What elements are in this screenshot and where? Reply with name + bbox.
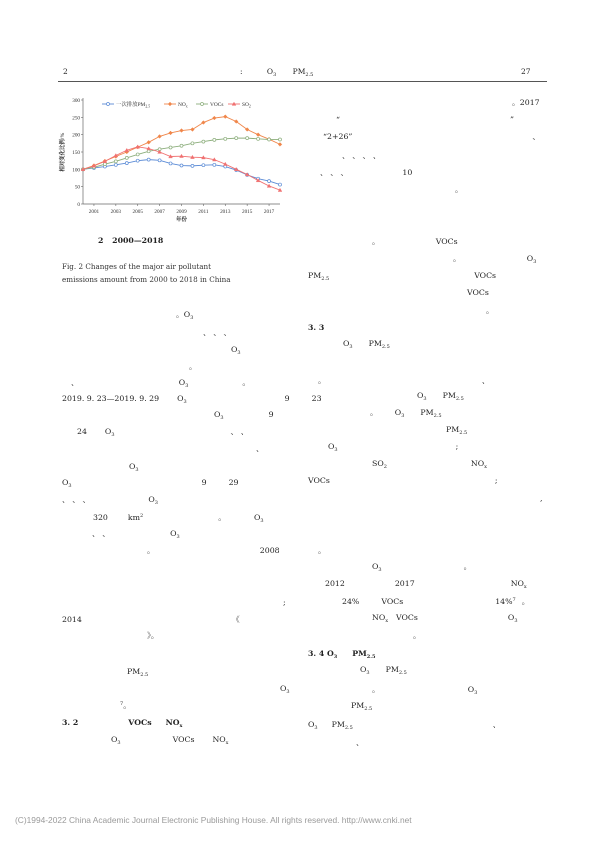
text: 、 bbox=[71, 378, 79, 387]
sub: 3 bbox=[286, 689, 290, 695]
text: O bbox=[467, 685, 475, 694]
data-point bbox=[246, 137, 249, 140]
data-point bbox=[268, 138, 271, 141]
series-line bbox=[83, 117, 280, 170]
right-line bbox=[453, 253, 536, 268]
data-point bbox=[158, 135, 162, 139]
right-line bbox=[370, 407, 442, 422]
data-point bbox=[147, 150, 150, 153]
sub: 3 bbox=[135, 467, 139, 473]
sub: 3 bbox=[334, 447, 338, 453]
text: PM bbox=[446, 425, 460, 434]
left-line: ; bbox=[283, 598, 286, 607]
text: 。 bbox=[242, 378, 251, 387]
left-line bbox=[62, 494, 158, 509]
sup: 2 bbox=[140, 513, 144, 519]
running-title bbox=[240, 67, 313, 78]
sub: 3 bbox=[237, 350, 241, 356]
sub: 3 bbox=[111, 432, 115, 438]
right-line bbox=[308, 270, 496, 285]
data-point bbox=[268, 180, 271, 183]
sub: 3 bbox=[514, 618, 518, 624]
text: O bbox=[231, 345, 238, 354]
sub: 3 bbox=[185, 383, 189, 389]
left-line bbox=[92, 528, 180, 543]
text: VOCs bbox=[396, 613, 418, 622]
running-title-colon: : bbox=[240, 67, 243, 76]
text: 9 bbox=[268, 410, 274, 419]
text: PM bbox=[331, 720, 345, 729]
sub: x bbox=[523, 584, 527, 590]
legend-label-subscript: x bbox=[185, 104, 188, 109]
emissions-line-chart bbox=[58, 92, 290, 234]
sub: 3 bbox=[474, 690, 478, 696]
text: 29 bbox=[228, 478, 239, 487]
sub: 3 bbox=[260, 518, 264, 524]
data-point bbox=[180, 144, 183, 147]
sub: 3 bbox=[68, 483, 72, 489]
data-point bbox=[169, 131, 173, 135]
text: 。 bbox=[463, 562, 472, 571]
data-point bbox=[136, 159, 139, 162]
x-tick-label: 2017 bbox=[263, 209, 275, 215]
sub: 3 bbox=[117, 740, 121, 746]
data-point bbox=[235, 137, 238, 140]
data-point bbox=[213, 163, 216, 166]
data-point bbox=[279, 183, 282, 186]
right-line bbox=[351, 700, 372, 715]
text: VOCs bbox=[128, 718, 152, 727]
right-line bbox=[308, 719, 501, 734]
text: O bbox=[148, 495, 155, 504]
text: VOCs bbox=[474, 271, 497, 280]
text: 。O bbox=[176, 310, 191, 319]
left-line: 、 bbox=[256, 444, 264, 453]
text: 2019. 9. 23—2019. 9. 29 bbox=[62, 394, 160, 403]
legend-label: VOCs bbox=[210, 102, 224, 108]
text: “ bbox=[336, 115, 340, 124]
text: 《 bbox=[231, 615, 240, 624]
series-4 bbox=[81, 145, 282, 192]
data-point bbox=[107, 103, 110, 106]
text: 、 、 bbox=[230, 427, 249, 436]
text: O bbox=[526, 254, 534, 263]
sub: 3 bbox=[349, 344, 353, 350]
right-line bbox=[372, 612, 518, 627]
right-line bbox=[360, 664, 407, 679]
text: “2+26” bbox=[323, 132, 353, 141]
section-3-2-heading bbox=[62, 717, 183, 732]
data-point bbox=[191, 164, 194, 167]
text: O bbox=[170, 529, 177, 538]
x-tick-label: 2007 bbox=[154, 209, 165, 215]
text: NO bbox=[165, 718, 180, 727]
sub: 2.5 bbox=[344, 725, 353, 731]
data-point bbox=[114, 160, 117, 163]
data-point bbox=[202, 164, 205, 167]
text: 、 、 bbox=[92, 529, 111, 538]
sub: 2.5 bbox=[364, 706, 373, 712]
y-axis-title: 相对变化比例/% bbox=[60, 132, 66, 172]
sub: 3 bbox=[423, 396, 427, 402]
y-tick-label: 0 bbox=[77, 202, 80, 208]
text: PM bbox=[385, 665, 399, 674]
x-tick-label: 2015 bbox=[241, 209, 253, 215]
left-line bbox=[93, 511, 264, 527]
sub: x bbox=[225, 740, 229, 746]
text: 10 bbox=[402, 168, 413, 177]
text: O bbox=[178, 378, 186, 387]
text: 14% bbox=[495, 597, 513, 606]
data-point bbox=[191, 142, 194, 145]
text: 23 bbox=[311, 394, 322, 403]
sub: 2 bbox=[383, 464, 387, 470]
sub: 2.5 bbox=[455, 396, 464, 402]
text: O bbox=[328, 442, 335, 451]
data-point bbox=[125, 162, 128, 165]
copyright-footer: (C)1994-2022 China Academic Journal Electronic Publishing House. All rights reserved. http://www.cnki.net bbox=[15, 815, 412, 825]
right-line bbox=[417, 390, 464, 405]
text: 24% bbox=[342, 597, 360, 606]
text: PM bbox=[420, 408, 434, 417]
left-line bbox=[176, 309, 193, 324]
section-3-3-heading: 3. 3 bbox=[308, 323, 325, 332]
x-tick-label: 2009 bbox=[176, 209, 187, 215]
series-line bbox=[83, 160, 280, 185]
y-tick-label: 200 bbox=[72, 132, 80, 139]
text: km bbox=[127, 513, 141, 522]
left-line bbox=[62, 477, 238, 492]
section-3-4-heading bbox=[308, 648, 375, 663]
text: SO bbox=[372, 459, 384, 468]
sub: 3 bbox=[176, 534, 180, 540]
x-tick-label: 2013 bbox=[220, 209, 231, 215]
right-line: 、 、 、 、 bbox=[342, 151, 381, 160]
text: 2014 bbox=[62, 615, 82, 624]
right-line: 。 bbox=[413, 631, 421, 640]
right-line: 。2017 bbox=[512, 98, 540, 107]
sub: 2.5 bbox=[459, 430, 468, 436]
left-line bbox=[127, 666, 148, 681]
text: PM bbox=[308, 271, 322, 280]
text: 。 bbox=[318, 376, 322, 385]
text: VOCs bbox=[308, 476, 330, 485]
text: O bbox=[214, 410, 221, 419]
data-point bbox=[202, 140, 205, 143]
text: O bbox=[372, 562, 379, 571]
data-point bbox=[257, 137, 260, 140]
left-line: 》。 bbox=[147, 631, 159, 640]
sub: x bbox=[484, 464, 487, 470]
text: O bbox=[129, 462, 136, 471]
data-point bbox=[212, 116, 216, 120]
right-line: 。 bbox=[455, 185, 463, 194]
x-tick-label: 2003 bbox=[110, 209, 122, 215]
data-point bbox=[180, 129, 184, 133]
sub: 3 bbox=[190, 315, 194, 321]
text: 。 bbox=[370, 408, 378, 417]
sub: 3 bbox=[533, 259, 537, 265]
text: 9 bbox=[284, 394, 290, 403]
left-line bbox=[231, 344, 241, 359]
text: O bbox=[104, 427, 112, 436]
left-line bbox=[214, 409, 274, 424]
x-tick-label: 2001 bbox=[88, 209, 100, 215]
page-number-left: 2 bbox=[63, 67, 68, 76]
header-rule bbox=[58, 81, 547, 82]
legend-label-subscript: 2.5 bbox=[145, 104, 151, 109]
left-line: 。 bbox=[189, 362, 197, 371]
text: VOCs bbox=[381, 597, 404, 606]
text: 。 bbox=[147, 546, 155, 555]
data-point bbox=[279, 138, 282, 141]
text: 、 、 、 bbox=[62, 495, 91, 504]
text: O bbox=[254, 513, 261, 522]
right-line bbox=[446, 424, 467, 439]
data-point bbox=[201, 103, 204, 106]
x-tick-label: 2005 bbox=[132, 209, 143, 215]
right-line bbox=[323, 131, 540, 142]
text: PM bbox=[442, 391, 456, 400]
left-line bbox=[71, 377, 250, 392]
sub: x bbox=[385, 618, 389, 624]
series-line bbox=[83, 147, 280, 190]
text: 3. 4 O bbox=[308, 649, 334, 658]
figure-years: 2000—2018 bbox=[112, 236, 164, 245]
text: O bbox=[417, 391, 424, 400]
text: 、 bbox=[481, 376, 490, 385]
sub: x bbox=[179, 723, 183, 729]
right-line: 。 bbox=[318, 546, 326, 555]
text: O bbox=[111, 735, 118, 744]
y-tick-label: 100 bbox=[72, 167, 80, 174]
data-point bbox=[180, 164, 183, 167]
sub: 3 bbox=[401, 413, 405, 419]
text: VOCs bbox=[172, 735, 195, 744]
text: 。 bbox=[521, 597, 530, 606]
data-point bbox=[103, 163, 106, 166]
left-line bbox=[77, 426, 249, 441]
sub: 3 bbox=[220, 415, 224, 421]
chart-legend bbox=[102, 100, 251, 108]
left-line bbox=[111, 734, 229, 749]
section-number: 3. 2 bbox=[62, 718, 79, 727]
text: 9 bbox=[201, 478, 207, 487]
running-title-o3: O bbox=[266, 67, 274, 76]
y-tick-label: 300 bbox=[72, 98, 80, 104]
text: O bbox=[343, 339, 350, 348]
text: PM bbox=[127, 667, 141, 676]
text: NO bbox=[372, 613, 386, 622]
data-point bbox=[168, 102, 172, 106]
text: 320 bbox=[93, 513, 108, 522]
y-tick-label: 50 bbox=[74, 184, 80, 191]
text: PM bbox=[351, 701, 365, 710]
running-title-pm: PM bbox=[292, 67, 306, 76]
running-title-o3-sub: 3 bbox=[273, 72, 277, 78]
text: PM bbox=[368, 339, 382, 348]
right-line: 。 bbox=[486, 306, 494, 315]
right-line: 、 bbox=[356, 738, 364, 747]
left-line bbox=[62, 614, 240, 625]
sub: 2.5 bbox=[433, 413, 442, 419]
sup: 7 bbox=[120, 701, 124, 707]
right-line bbox=[372, 684, 477, 699]
y-tick-label: 150 bbox=[72, 150, 80, 156]
text: VOCs bbox=[435, 237, 458, 246]
left-line bbox=[147, 545, 280, 556]
figure-label: 2 bbox=[98, 236, 104, 245]
text: O bbox=[177, 394, 184, 403]
left-line bbox=[280, 683, 290, 698]
text: 、 、 、 bbox=[320, 168, 349, 177]
text: 2012 bbox=[325, 579, 345, 588]
text: 。 bbox=[372, 237, 380, 246]
legend-label: $NO_x$ bbox=[178, 102, 188, 109]
text: NO bbox=[470, 459, 485, 468]
data-point bbox=[169, 162, 172, 165]
text: O bbox=[360, 665, 367, 674]
sub: 2.5 bbox=[398, 670, 407, 676]
sub: 2.5 bbox=[381, 344, 390, 350]
left-line: 、 、 、 bbox=[203, 328, 232, 337]
text: 24 bbox=[77, 427, 87, 436]
data-point bbox=[213, 138, 216, 141]
sub: 3 bbox=[366, 670, 370, 676]
sub: 2.5 bbox=[140, 672, 149, 678]
text: O bbox=[308, 720, 315, 729]
right-line bbox=[336, 114, 514, 125]
text: 。 bbox=[453, 254, 461, 263]
right-line bbox=[372, 236, 458, 247]
text: 。 bbox=[218, 513, 226, 522]
legend-label: 一次排放$PM_{2.5}$ bbox=[116, 102, 151, 109]
data-point bbox=[136, 153, 139, 156]
sub: 3 bbox=[378, 567, 382, 573]
text: O bbox=[62, 478, 69, 487]
data-point bbox=[224, 137, 227, 140]
sub: 3 bbox=[333, 654, 338, 660]
right-line bbox=[325, 578, 527, 593]
data-point bbox=[114, 163, 117, 166]
figure-caption-en-line1: Fig. 2 Changes of the major air pollutant bbox=[62, 262, 212, 271]
figure-caption-cn bbox=[98, 235, 163, 246]
data-point bbox=[147, 158, 150, 161]
text: O bbox=[394, 408, 402, 417]
right-line bbox=[308, 475, 498, 486]
sub: 2.5 bbox=[366, 654, 376, 660]
text: NO bbox=[510, 579, 524, 588]
text: ; bbox=[455, 442, 459, 451]
text: NO bbox=[212, 735, 226, 744]
text: 2008 bbox=[259, 546, 280, 555]
text: ; bbox=[494, 476, 498, 485]
data-point bbox=[125, 156, 128, 159]
text: ” bbox=[510, 115, 514, 124]
data-point bbox=[223, 115, 227, 119]
data-point bbox=[158, 159, 161, 162]
right-line bbox=[320, 167, 412, 178]
data-point bbox=[278, 142, 282, 146]
text: 。 bbox=[372, 685, 380, 694]
right-line: , bbox=[540, 494, 543, 503]
right-line bbox=[328, 441, 458, 456]
page-number-right: 27 bbox=[521, 67, 531, 76]
x-axis-title: 年份 bbox=[176, 217, 187, 223]
data-point bbox=[256, 133, 260, 137]
sup: 7 bbox=[512, 597, 516, 603]
figure-caption-en-line2: emissions amount from 2000 to 2018 in China bbox=[62, 275, 231, 284]
data-point bbox=[147, 140, 151, 144]
y-tick-label: 250 bbox=[72, 115, 80, 122]
right-line bbox=[372, 561, 471, 576]
text: 2017 bbox=[394, 579, 415, 588]
legend-label: $SO_2$ bbox=[242, 102, 251, 109]
right-line bbox=[343, 338, 390, 353]
sub: 3 bbox=[183, 399, 187, 405]
sub: 3 bbox=[314, 725, 318, 731]
text: O bbox=[507, 613, 515, 622]
right-line bbox=[318, 375, 490, 386]
left-line bbox=[62, 393, 322, 408]
legend-label-subscript: 2 bbox=[248, 104, 251, 109]
sub: 2.5 bbox=[321, 276, 330, 282]
text: PM bbox=[352, 649, 367, 658]
sub: 3 bbox=[154, 500, 158, 506]
right-line: VOCs bbox=[467, 288, 489, 297]
x-tick-label: 2011 bbox=[198, 209, 209, 215]
left-line bbox=[120, 699, 131, 711]
text: 。 bbox=[123, 701, 131, 710]
text: 、 bbox=[532, 132, 541, 141]
right-line bbox=[372, 458, 487, 473]
left-line bbox=[129, 461, 139, 476]
right-line bbox=[342, 595, 530, 607]
data-point bbox=[169, 146, 172, 149]
running-title-pm-sub: 2.5 bbox=[305, 72, 314, 78]
text: O bbox=[280, 684, 287, 693]
text: 、 bbox=[492, 720, 501, 729]
